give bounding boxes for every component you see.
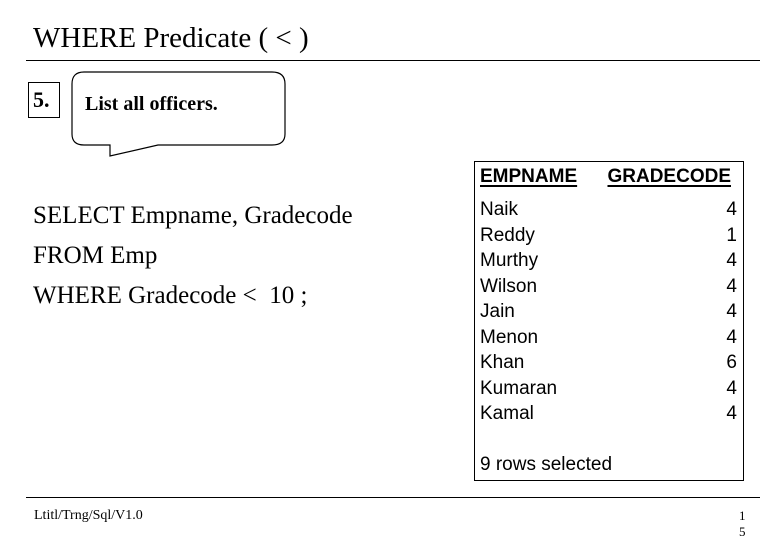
table-row bbox=[480, 198, 737, 224]
table-row bbox=[480, 351, 737, 377]
rows-selected-summary: 9 rows selected bbox=[480, 454, 613, 475]
row-name: Murthy bbox=[480, 250, 539, 271]
page-number: 15 bbox=[739, 508, 746, 539]
table-row bbox=[480, 377, 737, 403]
row-grade: 4 bbox=[726, 403, 737, 424]
row-grade: 4 bbox=[726, 326, 737, 348]
column-header-empname: EMPNAME bbox=[480, 166, 578, 187]
result-header bbox=[480, 166, 733, 194]
footer-divider bbox=[26, 497, 760, 498]
row-grade: 1 bbox=[726, 224, 737, 246]
query-result-box bbox=[474, 161, 744, 481]
callout-text: List all officers. bbox=[85, 93, 218, 115]
table-row bbox=[480, 300, 737, 326]
row-grade: 4 bbox=[726, 250, 737, 271]
table-row bbox=[480, 275, 737, 301]
row-name: Wilson bbox=[480, 275, 538, 297]
sql-line-from: FROM Emp bbox=[33, 242, 158, 269]
column-header-gradecode: GRADECODE bbox=[607, 166, 731, 187]
row-name: Kumaran bbox=[480, 377, 558, 399]
row-name: Jain bbox=[480, 301, 515, 322]
callout-bubble bbox=[70, 70, 290, 160]
sql-line-select: SELECT Empname, Gradecode bbox=[33, 202, 353, 229]
row-grade: 4 bbox=[726, 199, 737, 220]
table-row bbox=[480, 326, 737, 352]
table-row bbox=[480, 224, 737, 250]
step-number: 5. bbox=[28, 82, 60, 118]
row-grade: 4 bbox=[726, 301, 737, 322]
sql-query bbox=[33, 196, 353, 316]
row-grade: 4 bbox=[726, 377, 737, 399]
row-grade: 6 bbox=[726, 352, 737, 373]
table-row bbox=[480, 402, 737, 428]
row-name: Khan bbox=[480, 352, 525, 373]
row-name: Reddy bbox=[480, 224, 535, 246]
row-name: Naik bbox=[480, 199, 519, 220]
row-grade: 4 bbox=[726, 275, 737, 297]
table-row bbox=[480, 249, 737, 275]
title-divider bbox=[26, 60, 760, 61]
row-name: Kamal bbox=[480, 403, 534, 424]
result-rows bbox=[480, 198, 737, 428]
slide-title: WHERE Predicate ( < ) bbox=[33, 22, 309, 54]
footer-course-code: Ltitl/Trng/Sql/V1.0 bbox=[34, 508, 143, 523]
sql-line-where: WHERE Gradecode < 10 ; bbox=[33, 282, 308, 309]
row-name: Menon bbox=[480, 326, 539, 348]
